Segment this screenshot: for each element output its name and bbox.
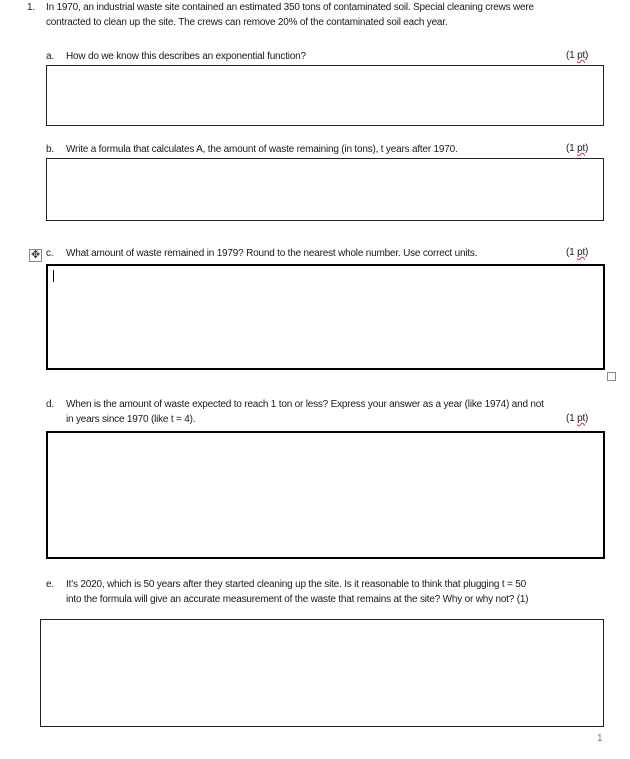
- part-e-letter: e.: [46, 579, 54, 590]
- move-arrows-icon[interactable]: ✥: [30, 249, 41, 261]
- part-b-letter: b.: [46, 144, 54, 155]
- part-c-text: What amount of waste remained in 1979? Round to the nearest whole number. Use correct units.: [66, 248, 478, 259]
- part-d-line2: in years since 1970 (like t = 4).: [66, 414, 196, 425]
- part-c-answer-box[interactable]: [46, 264, 605, 370]
- part-b-points: (1 pt): [566, 143, 589, 154]
- part-a-text: How do we know this describes an exponential function?: [66, 51, 306, 62]
- part-d-letter: d.: [46, 399, 54, 410]
- part-a-letter: a.: [46, 51, 54, 62]
- part-d-line1: When is the amount of waste expected to reach 1 ton or less? Express your answer as a year (like 1974) and not: [66, 399, 544, 410]
- page-number: 1: [597, 733, 603, 744]
- part-a-answer-box[interactable]: [46, 65, 604, 126]
- table-resize-handle[interactable]: [607, 372, 616, 381]
- part-d-points: (1 pt): [566, 413, 589, 424]
- part-c-points: (1 pt): [566, 247, 589, 258]
- question-number: 1.: [27, 2, 35, 13]
- part-a-points: (1 pt): [566, 50, 589, 61]
- part-b-text: Write a formula that calculates A, the amount of waste remaining (in tons), t years after 1970.: [66, 144, 458, 155]
- part-b-answer-box[interactable]: [46, 158, 604, 221]
- part-c-letter: c.: [46, 248, 54, 259]
- part-e-line1: It’s 2020, which is 50 years after they started cleaning up the site. Is it reasonable to think that plugging t = 50: [66, 579, 526, 590]
- question-intro-line2: contracted to clean up the site. The crews can remove 20% of the contaminated soil each year.: [46, 17, 448, 28]
- part-d-answer-box[interactable]: [46, 431, 605, 559]
- question-intro-line1: In 1970, an industrial waste site contained an estimated 350 tons of contaminated soil. Special cleaning crews were: [46, 2, 534, 13]
- part-e-line2: into the formula will give an accurate measurement of the waste that remains at the site? Why or why not? (1): [66, 594, 529, 605]
- text-cursor: [53, 270, 54, 282]
- part-e-answer-box[interactable]: [40, 619, 604, 727]
